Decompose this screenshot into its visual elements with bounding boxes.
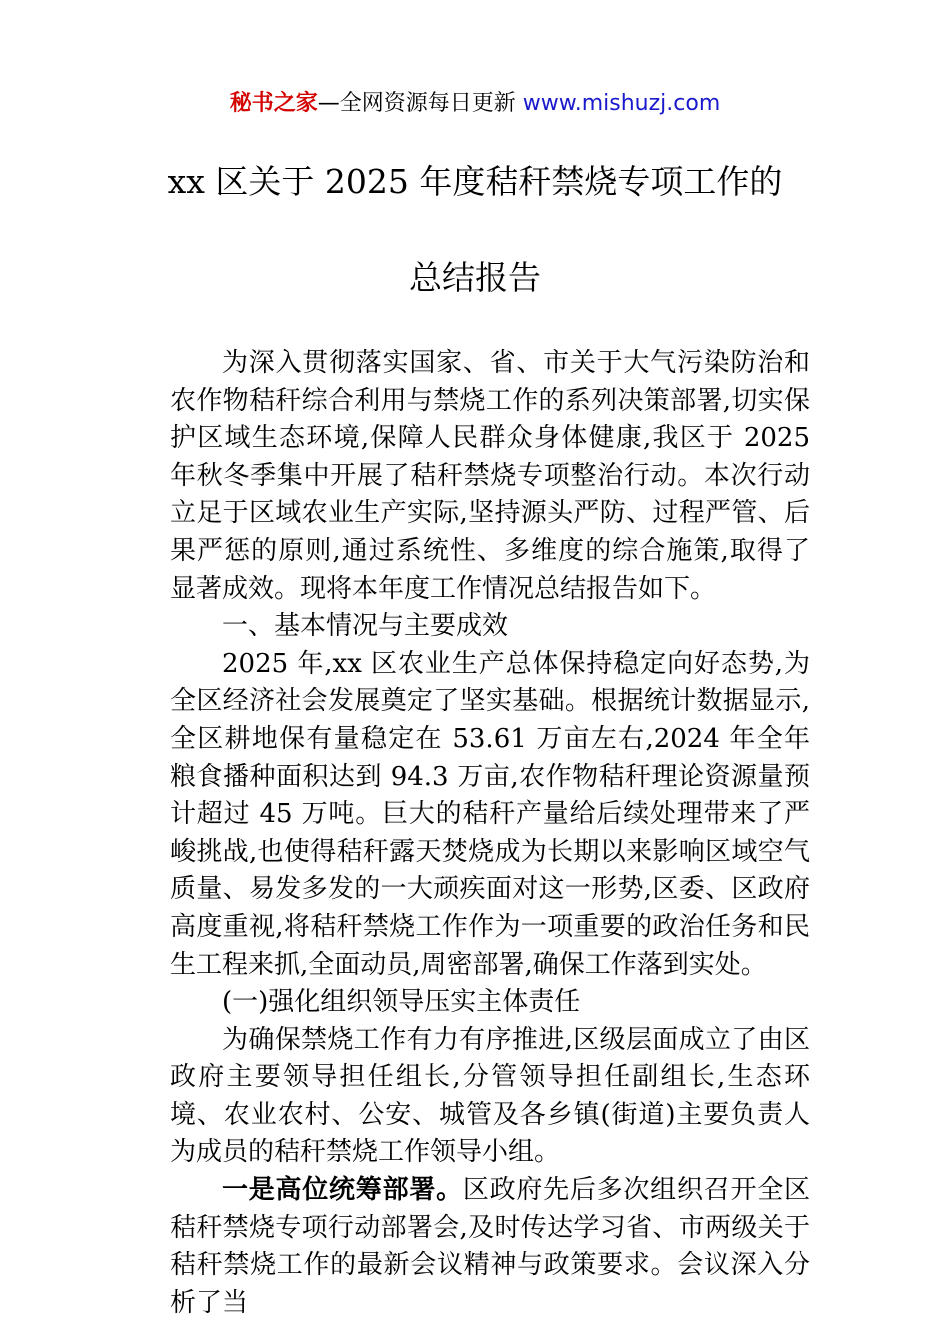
- document-title-line-2: 总结报告: [409, 258, 541, 297]
- site-slogan: —全网资源每日更新: [317, 91, 516, 116]
- deployment-text: 区政府先后多次组织召开全区秸秆禁烧专项行动部署会,及时传达学习省、市两级关于秸秆禁烧工作的最新会议精神与政策要求。会议深入分析了当: [170, 1175, 810, 1318]
- site-url-link[interactable]: www.mishuzj.com: [522, 91, 721, 116]
- deployment-lead-in: 一是高位统筹部署。: [222, 1175, 463, 1206]
- subsection-heading-1: (一)强化组织领导压实主体责任: [222, 987, 581, 1018]
- leadership-paragraph: 为确保禁烧工作有力有序推进,区级层面成立了由区政府主要领导担任组长,分管领导担任副组长,生态环境、农业农村、公安、城管及各乡镇(街道)主要负责人为成员的秸秆禁烧工作领导小组。: [170, 1024, 810, 1168]
- section-heading-1: 一、基本情况与主要成效: [222, 611, 509, 642]
- site-brand: 秘书之家: [229, 91, 318, 116]
- document-title-line-1: xx 区关于 2025 年度秸秆禁烧专项工作的: [167, 162, 783, 201]
- intro-paragraph: 为深入贯彻落实国家、省、市关于大气污染防治和农作物秸秆综合利用与禁烧工作的系列决策部署,切实保护区域生态环境,保障人民群众身体健康,我区于 2025 年秋冬季集中开展了秸秆禁烧专项整治行动。本次行动立足于区域农业生产实际,坚持源头严防、过程严管、后果严惩的原则,通过系统性、多维度的综合施策,取得了显著成效。现将本年度工作情况总结报告如下。: [170, 348, 810, 604]
- document-body: [170, 345, 810, 1322]
- deployment-paragraph: [170, 1172, 810, 1322]
- site-header: [0, 88, 950, 120]
- basic-situation-paragraph: 2025 年,xx 区农业生产总体保持稳定向好态势,为全区经济社会发展奠定了坚实基础。根据统计数据显示,全区耕地保有量稳定在 53.61 万亩左右,2024 年全年粮食播种面积达到 94.3 万亩,农作物秸秆理论资源量预计超过 45 万吨。巨大的秸秆产量给后续处理带来了严峻挑战,也使得秸秆露天焚烧成为长期以来影响区域空气质量、易发多发的一大顽疾面对这一形势,区委、区政府高度重视,将秸秆禁烧工作作为一项重要的政治任务和民生工程来抓,全面动员,周密部署,确保工作落到实处。: [170, 648, 810, 980]
